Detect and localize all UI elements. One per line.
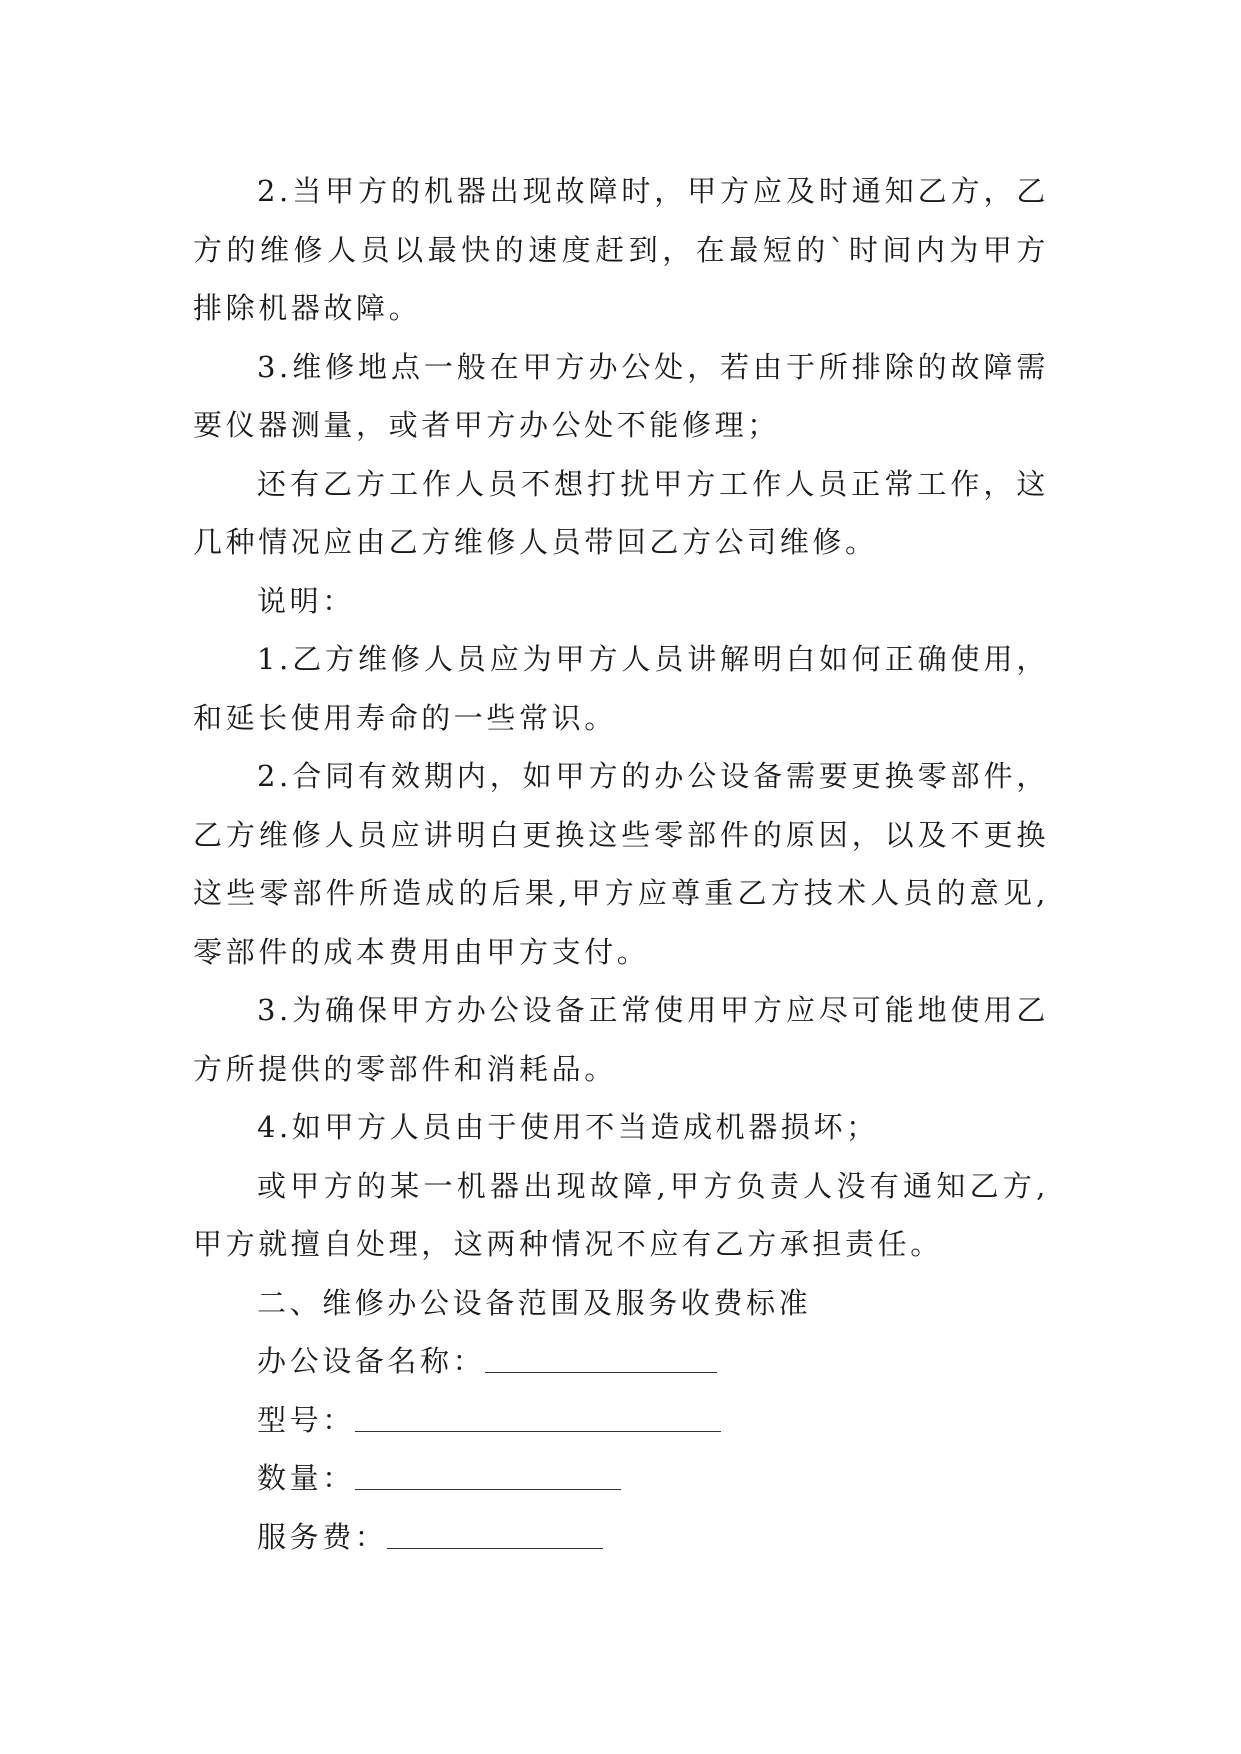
- field-label-equipment-name: 办公设备名称：: [257, 1344, 486, 1378]
- blank-line-model: [355, 1411, 721, 1432]
- paragraph-explain-3: 3.为确保甲方办公设备正常使用甲方应尽可能地使用乙方所提供的零部件和消耗品。: [193, 993, 1049, 1086]
- paragraph-explain-2: 2.合同有效期内，如甲方的办公设备需要更换零部件，乙方维修人员应讲明白更换这些零部件的原因，以及不更换这些零部件所造成的后果,甲方应尊重乙方技术人员的意见,零部件的成本费用由甲方支付。: [193, 759, 1049, 969]
- field-label-quantity: 数量：: [257, 1461, 355, 1495]
- blank-line-equipment-name: [485, 1352, 717, 1373]
- form-field-quantity: [193, 1449, 1049, 1508]
- section-label-explanation: 说明：: [257, 583, 355, 618]
- form-field-model: [193, 1391, 1049, 1450]
- field-label-service-fee: 服务费：: [257, 1519, 388, 1554]
- blank-line-service-fee: [387, 1528, 603, 1549]
- document-body: [193, 162, 1049, 1566]
- paragraph-item-2-fault-notice: 2.当甲方的机器出现故障时，甲方应及时通知乙方，乙方的维修人员以最快的速度赶到，在最短的`时间内为甲方排除机器故障。: [193, 174, 1049, 325]
- field-label-model: 型号：: [257, 1402, 355, 1437]
- paragraph-item-3-repair-location: 3.维修地点一般在甲方办公处，若由于所排除的故障需要仪器测量，或者甲方办公处不能修理；: [193, 349, 1049, 442]
- blank-line-quantity: [355, 1469, 621, 1490]
- paragraph-explain-1: 1.乙方维修人员应为甲方人员讲解明白如何正确使用，和延长使用寿命的一些常识。: [193, 642, 1049, 735]
- paragraph-explain-4: 4.如甲方人员由于使用不当造成机器损坏；: [257, 1110, 879, 1144]
- section-heading-scope-fees: 二、维修办公设备范围及服务收费标准: [257, 1285, 812, 1320]
- form-field-service-fee: [193, 1508, 1049, 1567]
- paragraph-explain-4-cont: 或甲方的某一机器出现故障,甲方负责人没有通知乙方,甲方就擅自处理，这两种情况不应有乙方承担责任。: [193, 1168, 1049, 1261]
- paragraph-repair-return: 还有乙方工作人员不想打扰甲方工作人员正常工作，这几种情况应由乙方维修人员带回乙方公司维修。: [193, 466, 1049, 559]
- form-field-equipment-name: [193, 1332, 1049, 1391]
